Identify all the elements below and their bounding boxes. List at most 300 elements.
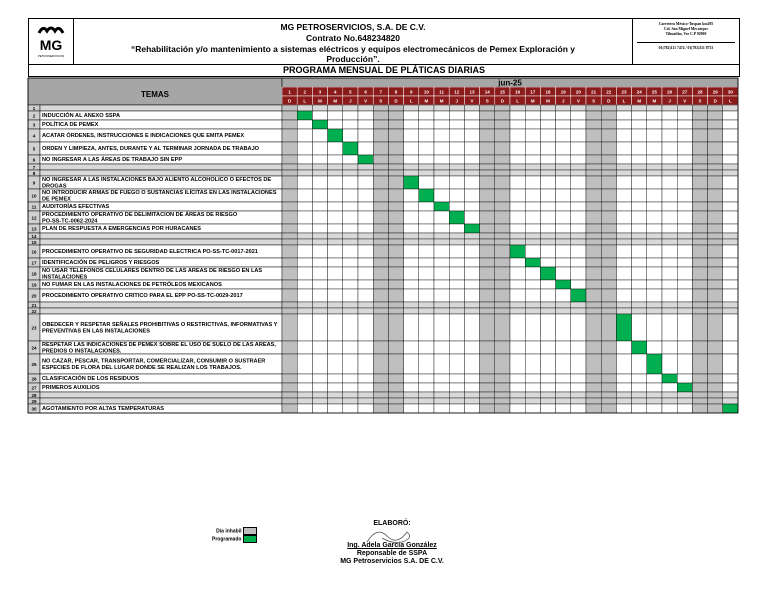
- non-working-day-cell: [586, 308, 601, 314]
- topic-text: DE PEMEX: [42, 196, 71, 203]
- day-cell: [434, 142, 449, 155]
- day-cell: [358, 267, 373, 280]
- topic-text: INDUCCIÓN AL ANEXO SSPA: [42, 113, 121, 120]
- non-working-day-cell: [373, 142, 388, 155]
- day-cell: [510, 189, 525, 202]
- day-cell: [434, 164, 449, 170]
- day-number: 1: [288, 89, 291, 95]
- day-cell: [632, 280, 647, 289]
- day-cell: [358, 224, 373, 233]
- legend-non-working-label: Día inhabil: [216, 528, 242, 535]
- day-cell: [647, 267, 662, 280]
- day-number: 12: [454, 89, 460, 95]
- non-working-day-cell: [373, 176, 388, 189]
- day-cell: [358, 176, 373, 189]
- legend: [212, 527, 257, 543]
- non-working-day-cell: [373, 189, 388, 202]
- day-cell: [464, 105, 479, 111]
- day-cell: [556, 176, 571, 189]
- non-working-day-cell: [373, 302, 388, 308]
- day-cell: [449, 392, 464, 398]
- day-cell: [677, 354, 692, 374]
- day-cell: [358, 258, 373, 267]
- day-cell: [616, 142, 631, 155]
- non-working-day-cell: [586, 404, 601, 413]
- non-working-day-cell: [373, 245, 388, 258]
- day-cell: [312, 374, 327, 383]
- non-working-day-cell: [480, 308, 495, 314]
- programmed-day-cell: [312, 120, 327, 129]
- day-cell: [632, 302, 647, 308]
- day-cell: [677, 267, 692, 280]
- non-working-day-cell: [601, 142, 616, 155]
- day-cell: [571, 211, 586, 224]
- address-line-3: Tihuatlán, Ver C.P 92900: [665, 32, 707, 36]
- day-cell: [297, 170, 312, 176]
- day-number: 13: [469, 89, 475, 95]
- weekday-letter: V: [576, 98, 580, 104]
- row-number: 6: [32, 157, 36, 163]
- non-working-day-cell: [373, 404, 388, 413]
- day-cell: [616, 105, 631, 111]
- day-cell: [632, 267, 647, 280]
- day-cell: [647, 314, 662, 341]
- day-cell: [571, 105, 586, 111]
- non-working-day-cell: [586, 202, 601, 211]
- day-cell: [449, 170, 464, 176]
- non-working-day-cell: [586, 314, 601, 341]
- day-cell: [312, 239, 327, 245]
- weekday-letter: S: [379, 98, 383, 104]
- day-cell: [419, 245, 434, 258]
- non-working-day-cell: [480, 233, 495, 239]
- non-working-day-cell: [388, 202, 403, 211]
- non-working-day-cell: [282, 308, 297, 314]
- day-number: 3: [318, 89, 322, 95]
- day-number: 9: [409, 89, 413, 95]
- day-cell: [540, 302, 555, 308]
- non-working-day-cell: [708, 189, 723, 202]
- day-cell: [677, 164, 692, 170]
- day-cell: [358, 202, 373, 211]
- day-cell: [328, 189, 343, 202]
- day-cell: [723, 120, 738, 129]
- day-cell: [662, 105, 677, 111]
- row-number: 13: [31, 226, 37, 232]
- topic-text: OBEDECER Y RESPETAR SEÑALES PROHIBITIVAS O RESTRICTIVAS, INFORMATIVAS Y: [42, 321, 278, 328]
- non-working-day-cell: [495, 155, 510, 164]
- row-number: 19: [31, 282, 37, 288]
- weekday-letter: M: [546, 98, 550, 104]
- non-working-day-cell: [388, 111, 403, 120]
- non-working-day-cell: [495, 383, 510, 392]
- non-working-day-cell: [692, 267, 707, 280]
- day-cell: [647, 189, 662, 202]
- weekday-letter: D: [607, 98, 611, 104]
- day-cell: [647, 245, 662, 258]
- day-cell: [312, 129, 327, 142]
- day-cell: [434, 308, 449, 314]
- day-cell: [556, 189, 571, 202]
- day-cell: [632, 142, 647, 155]
- day-cell: [662, 383, 677, 392]
- day-cell: [632, 289, 647, 302]
- day-cell: [343, 245, 358, 258]
- day-cell: [525, 280, 540, 289]
- day-cell: [677, 189, 692, 202]
- topic-text: NO CAZAR, PESCAR, TRANSPORTAR, COMERCIALIZAR, CONSUMIR O SUSTRAER: [42, 358, 266, 365]
- day-cell: [647, 202, 662, 211]
- day-cell: [616, 233, 631, 239]
- non-working-day-cell: [388, 105, 403, 111]
- day-cell: [328, 404, 343, 413]
- day-cell: [419, 374, 434, 383]
- non-working-day-cell: [495, 142, 510, 155]
- non-working-day-cell: [480, 211, 495, 224]
- day-cell: [647, 404, 662, 413]
- day-cell: [616, 129, 631, 142]
- day-cell: [525, 105, 540, 111]
- topic-cell: [40, 233, 282, 239]
- day-cell: [647, 224, 662, 233]
- day-cell: [328, 398, 343, 404]
- non-working-day-cell: [480, 155, 495, 164]
- day-cell: [662, 129, 677, 142]
- non-working-day-cell: [388, 239, 403, 245]
- day-cell: [358, 105, 373, 111]
- day-number: 22: [606, 89, 612, 95]
- programmed-day-cell: [297, 111, 312, 120]
- day-cell: [464, 354, 479, 374]
- non-working-day-cell: [495, 280, 510, 289]
- non-working-day-cell: [388, 258, 403, 267]
- weekday-letter: D: [713, 98, 717, 104]
- day-cell: [616, 280, 631, 289]
- day-cell: [510, 233, 525, 239]
- topic-text: ORDEN Y LIMPIEZA, ANTES, DURANTE Y AL TERMINAR JORNADA DE TRABAJO: [42, 146, 260, 153]
- non-working-day-cell: [495, 170, 510, 176]
- non-working-day-cell: [480, 129, 495, 142]
- row-number: 21: [31, 302, 37, 308]
- non-working-day-cell: [601, 341, 616, 354]
- non-working-day-cell: [373, 267, 388, 280]
- day-cell: [358, 341, 373, 354]
- day-cell: [632, 383, 647, 392]
- day-cell: [677, 120, 692, 129]
- non-working-day-cell: [708, 120, 723, 129]
- non-working-day-cell: [282, 176, 297, 189]
- day-cell: [404, 142, 419, 155]
- non-working-day-cell: [601, 211, 616, 224]
- topic-text: IDENTIFICACIÓN DE PELIGROS Y RIESGOS: [42, 260, 160, 267]
- day-cell: [510, 164, 525, 170]
- non-working-day-cell: [586, 383, 601, 392]
- non-working-day-cell: [373, 170, 388, 176]
- day-cell: [434, 383, 449, 392]
- non-working-day-cell: [708, 314, 723, 341]
- day-cell: [328, 120, 343, 129]
- weekday-letter: M: [652, 98, 657, 104]
- non-working-day-cell: [282, 164, 297, 170]
- day-number: 30: [727, 89, 733, 95]
- non-working-day-cell: [692, 233, 707, 239]
- day-cell: [419, 155, 434, 164]
- topic-text: CLASIFICACIÓN DE LOS RESIDUOS: [42, 376, 139, 383]
- signer-name: Ing. Adela García González: [347, 542, 437, 549]
- day-cell: [404, 280, 419, 289]
- day-cell: [419, 289, 434, 302]
- non-working-day-cell: [692, 374, 707, 383]
- day-number: 23: [621, 89, 627, 95]
- day-cell: [632, 258, 647, 267]
- day-cell: [297, 341, 312, 354]
- non-working-day-cell: [480, 354, 495, 374]
- signer-role: Reponsable de SSPA: [356, 550, 428, 557]
- day-cell: [571, 164, 586, 170]
- day-cell: [449, 239, 464, 245]
- programmed-day-cell: [343, 142, 358, 155]
- day-number: 29: [712, 89, 718, 95]
- weekday-letter: M: [318, 98, 322, 104]
- non-working-day-cell: [601, 105, 616, 111]
- day-cell: [297, 398, 312, 404]
- day-cell: [662, 224, 677, 233]
- day-cell: [358, 164, 373, 170]
- day-cell: [343, 211, 358, 224]
- weekday-letter: L: [409, 98, 413, 104]
- non-working-day-cell: [495, 176, 510, 189]
- day-cell: [647, 239, 662, 245]
- non-working-day-cell: [692, 170, 707, 176]
- non-working-day-cell: [708, 280, 723, 289]
- day-cell: [723, 314, 738, 341]
- day-cell: [723, 105, 738, 111]
- non-working-day-cell: [282, 105, 297, 111]
- non-working-day-cell: [388, 280, 403, 289]
- day-cell: [540, 308, 555, 314]
- day-cell: [343, 233, 358, 239]
- day-cell: [297, 129, 312, 142]
- day-cell: [510, 280, 525, 289]
- day-cell: [677, 224, 692, 233]
- day-cell: [662, 314, 677, 341]
- non-working-day-cell: [586, 267, 601, 280]
- non-working-day-cell: [282, 314, 297, 341]
- day-cell: [632, 202, 647, 211]
- day-cell: [419, 233, 434, 239]
- non-working-day-cell: [282, 211, 297, 224]
- day-cell: [449, 280, 464, 289]
- topic-text: ACATAR ÓRDENES, INSTRUCCIONES E INDICACIONES QUE EMITA PEMEX: [42, 133, 245, 140]
- day-cell: [297, 354, 312, 374]
- non-working-day-cell: [692, 155, 707, 164]
- day-cell: [404, 267, 419, 280]
- day-cell: [723, 258, 738, 267]
- day-cell: [358, 314, 373, 341]
- day-cell: [464, 170, 479, 176]
- day-cell: [632, 170, 647, 176]
- non-working-day-cell: [373, 354, 388, 374]
- day-cell: [662, 233, 677, 239]
- day-cell: [404, 105, 419, 111]
- topic-text: PROCEDIMIENTO OPERATIVO DE SEGURIDAD ELECTRICA PO-SS-TC-0017-2021: [42, 249, 258, 256]
- day-cell: [449, 341, 464, 354]
- non-working-day-cell: [708, 170, 723, 176]
- non-working-day-cell: [388, 176, 403, 189]
- day-cell: [449, 142, 464, 155]
- programmed-day-cell: [677, 383, 692, 392]
- non-working-day-cell: [692, 354, 707, 374]
- day-cell: [404, 354, 419, 374]
- non-working-day-cell: [373, 120, 388, 129]
- non-working-day-cell: [480, 202, 495, 211]
- day-cell: [510, 176, 525, 189]
- day-cell: [677, 398, 692, 404]
- day-cell: [677, 142, 692, 155]
- day-cell: [510, 211, 525, 224]
- day-cell: [343, 111, 358, 120]
- day-cell: [297, 189, 312, 202]
- non-working-day-cell: [692, 105, 707, 111]
- day-cell: [723, 176, 738, 189]
- day-cell: [312, 404, 327, 413]
- weekday-letter: D: [500, 98, 505, 104]
- non-working-day-cell: [692, 258, 707, 267]
- non-working-day-cell: [282, 280, 297, 289]
- day-cell: [525, 354, 540, 374]
- day-cell: [647, 155, 662, 164]
- row-number: 8: [32, 170, 36, 176]
- day-cell: [540, 120, 555, 129]
- day-cell: [556, 258, 571, 267]
- row-number: 22: [31, 308, 37, 314]
- day-cell: [677, 289, 692, 302]
- day-cell: [510, 354, 525, 374]
- day-cell: [419, 170, 434, 176]
- day-cell: [297, 202, 312, 211]
- non-working-day-cell: [586, 233, 601, 239]
- day-cell: [616, 374, 631, 383]
- day-cell: [297, 245, 312, 258]
- day-cell: [419, 129, 434, 142]
- day-cell: [647, 302, 662, 308]
- day-cell: [343, 280, 358, 289]
- day-cell: [632, 105, 647, 111]
- day-cell: [540, 404, 555, 413]
- day-cell: [312, 111, 327, 120]
- day-cell: [510, 120, 525, 129]
- weekday-letter: M: [637, 98, 642, 104]
- day-cell: [616, 302, 631, 308]
- non-working-day-cell: [692, 404, 707, 413]
- day-cell: [434, 239, 449, 245]
- non-working-day-cell: [708, 354, 723, 374]
- day-cell: [525, 233, 540, 239]
- day-cell: [662, 170, 677, 176]
- address-line-2: Col. San Miguel Mecatepec: [663, 27, 709, 31]
- day-cell: [556, 245, 571, 258]
- day-cell: [647, 164, 662, 170]
- day-cell: [358, 289, 373, 302]
- day-cell: [297, 233, 312, 239]
- non-working-day-cell: [388, 224, 403, 233]
- programmed-swatch: [243, 535, 257, 543]
- row-number: 30: [31, 406, 37, 412]
- weekday-letter: S: [592, 98, 596, 104]
- non-working-day-cell: [373, 258, 388, 267]
- day-cell: [449, 164, 464, 170]
- row-number: 25: [31, 361, 37, 367]
- day-cell: [632, 398, 647, 404]
- day-cell: [677, 170, 692, 176]
- day-cell: [343, 129, 358, 142]
- non-working-day-cell: [388, 233, 403, 239]
- topic-cell: [40, 302, 282, 308]
- day-cell: [556, 267, 571, 280]
- non-working-day-cell: [692, 239, 707, 245]
- day-cell: [632, 374, 647, 383]
- day-cell: [540, 354, 555, 374]
- day-cell: [297, 142, 312, 155]
- day-cell: [404, 289, 419, 302]
- day-cell: [434, 302, 449, 308]
- day-cell: [358, 302, 373, 308]
- non-working-day-cell: [373, 280, 388, 289]
- day-cell: [343, 105, 358, 111]
- non-working-day-cell: [373, 374, 388, 383]
- row-number: 29: [31, 398, 37, 404]
- day-cell: [556, 105, 571, 111]
- day-cell: [632, 314, 647, 341]
- day-cell: [556, 392, 571, 398]
- non-working-day-cell: [586, 239, 601, 245]
- weekday-letter: J: [349, 98, 352, 104]
- day-cell: [571, 302, 586, 308]
- row-number: 15: [31, 239, 37, 245]
- day-cell: [540, 289, 555, 302]
- day-cell: [464, 267, 479, 280]
- contract-number: Contrato No.648234820: [305, 33, 400, 43]
- day-cell: [358, 374, 373, 383]
- non-working-day-cell: [480, 280, 495, 289]
- day-cell: [419, 105, 434, 111]
- day-cell: [723, 354, 738, 374]
- address-line-1: Carretera México-Tuxpan km295: [658, 22, 714, 26]
- non-working-day-cell: [708, 245, 723, 258]
- day-cell: [525, 267, 540, 280]
- non-working-day-cell: [601, 176, 616, 189]
- day-cell: [616, 398, 631, 404]
- day-cell: [723, 267, 738, 280]
- signature-label: ELABORÓ:: [373, 520, 411, 527]
- non-working-day-cell: [601, 404, 616, 413]
- day-cell: [556, 129, 571, 142]
- weekday-letter: S: [485, 98, 489, 104]
- weekday-letter: D: [394, 98, 398, 104]
- day-cell: [647, 111, 662, 120]
- non-working-day-cell: [495, 120, 510, 129]
- day-number: 26: [667, 89, 673, 95]
- day-cell: [312, 258, 327, 267]
- day-cell: [297, 374, 312, 383]
- day-cell: [328, 170, 343, 176]
- day-cell: [297, 120, 312, 129]
- non-working-day-cell: [708, 105, 723, 111]
- day-number: 24: [636, 89, 642, 95]
- day-cell: [525, 176, 540, 189]
- day-cell: [510, 239, 525, 245]
- non-working-day-cell: [495, 211, 510, 224]
